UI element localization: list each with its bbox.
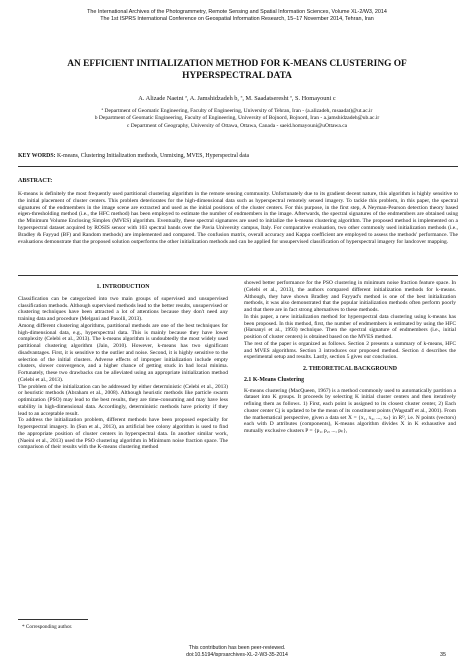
keywords (18, 153, 458, 159)
paragraph: The problem of the initialization can be addressed by either deterministic (Celebi et al., 2013) or heuristic methods (Abraham et al., 2008). Although heuristic methods like particle swarm optimization (PSO) may lead to the best results, they are time-consuming and may have less stability in high-dimensional data. Accordingly, deterministic methods have priority if they lead to an acceptable result. (18, 383, 228, 417)
divider-abstract (18, 275, 458, 276)
authors: A. Alizade Naeini ª, A. Jamshidzadeh b, ª, M. Saadatseresht ª, S. Homayouni c (138, 95, 336, 102)
paragraph: To address the initialization problem, different methods have been proposed especially for hyperspectral imagery. In (Sun et al., 2013), an artificial bee colony algorithm is used to find the appropriate position of cluster centers in hyperspectral data. In another similar work, (Naeini et al., 2013) used the PSO clustering algorithm in Minimum noise fraction space. The comparison of their results with the K-means clustering method (18, 417, 228, 451)
affiliation-c: c Department of Geography, University of Ottawa, Ottawa, Canada - saeid.homayouni@uOttawa.ca (126, 122, 348, 129)
paragraph: showed better performance for the PSO clustering in minimum noise fraction feature space. In (Celebi et al., 2013), the authors compared different initialization methods for k-means. Although, they have shown Bradley and Fayyad's method is one of the best initialization methods, it was also demonstrated that the popular initialization methods often perform poorly and that there are in fact strong alternatives to these methods. (244, 280, 456, 313)
keywords-text: K-means, Clustering Initialization methods, Unmixing, MVES, Hyperspectral data (56, 153, 250, 159)
footnote-divider (18, 619, 88, 620)
section-heading-introduction: 1. INTRODUCTION (96, 284, 150, 290)
paper-title: AN EFFICIENT INITIALIZATION METHOD FOR K-MEANS CLUSTERING OF HYPERSPECTRAL DATA (67, 59, 407, 81)
keywords-label: KEY WORDS: (18, 153, 56, 159)
running-header (0, 9, 474, 23)
section-heading-background: 2. THEORETICAL BACKGROUND (303, 366, 397, 372)
affiliation-a: ª Department of Geomatic Engineering, Faculty of Engineering, University of Tehran, Iran - (a.alizadeh, msaadat)@ut.ac.ir (101, 108, 373, 114)
affiliation-b: b Department of Geomatic Engineering, Faculty of Engineering, University of Bojnord, Bojnord, Iran - a.jamshidzadeh@ub.ac.ir (94, 115, 380, 122)
page-number: 35 (440, 652, 446, 658)
affiliations (30, 108, 444, 130)
abstract-heading: ABSTRACT: (18, 178, 53, 184)
header-line-2: The 1st ISPRS International Conference on Geospatial Information Research, 15–17 November 2014, Tehran, Iran (100, 16, 374, 22)
abstract-body: K-means is definitely the most frequently used partitional clustering algorithm in the remote sensing community. Unfortunately due to its gradient decent nature, this algorithm is highly sensitive to the initial placement of cluster centers. This problem deteriorates for the high-dimensional data such as hyperspectral remotely sensed imagery. To tackle this problem, in this paper, the spectral signatures of the endmembers in the image scene are extracted and used as the initial positions of the cluster centers. For this purpose, in the first step, A Neyman-Pearson detection theory based eigen-thresholding method (i.e., the HFC method) has been employed to estimate the number of endmembers in the image. Afterwards, the spectral signatures of the endmembers are obtained using the Minimum Volume Enclosing Simplex (MVES) algorithm. Eventually, these spectral signatures are used to initialize the k-means clustering algorithm. The proposed method is implemented on a hyperspectral dataset acquired by ROSIS sensor with 103 spectral bands over the Pavia University campus, Italy. For comparative evaluation, two other commonly used initialization methods (i.e., Bradley & Fayyad (BF) and Random methods) are implemented and compared. The confusion matrix, overall accuracy and Kappa coefficient are employed to assess the methods' performance. The evaluations demonstrate that the proposed solution outperforms the other initialization methods and can be applied for unsupervised classification of hyperspectral imagery for landcover mapping. (18, 191, 458, 245)
header-line-1: The International Archives of the Photogrammetry, Remote Sensing and Spatial Information Sciences, Volume XL-2/W3, 2014 (87, 9, 387, 15)
left-column (18, 284, 228, 451)
peer-review-note: This contribution has been peer-reviewed. (188, 645, 286, 651)
paragraph: The rest of the paper is organized as follows. Section 2 presents a summary of k-means, HFC and MVES algorithms. Section 3 introduces our proposed method. Section 4 describes the experimental setup and results. Lastly, section 5 gives our conclusion. (244, 340, 456, 361)
subsection-heading-kmeans: 2.1 K-Means Clustering (244, 376, 305, 383)
doi: doi:10.5194/isprsarchives-XL-2-W3-35-2014 (186, 651, 288, 658)
page-footer (0, 645, 474, 658)
right-column (244, 280, 456, 435)
paragraph: Among different clustering algorithms, partitional methods are one of the best techniques for high-dimensional data, e.g., hyperspectral data. This is mainly because they have lower complexity (Celebi et al., 2013). The k-means algorithm is undoubtedly the most widely used partitional clustering algorithm (Jain, 2010). However, k-means has two significant disadvantages. First, it is sensitive to the outlier and noise. Second, it is highly sensitive to the selection of the initial clusters. Adverse effects of improper initialization include empty clusters, slower convergence, and a higher chance of getting stuck in bad local minima. Fortunately, these two drawbacks can be alleviated using an appropriate initialization method (Celebi et al., 2013). (18, 322, 228, 383)
paragraph: In this paper, a new initialization method for hyperspectral data clustering using k-means has been proposed. In this method, first, the number of endmembers is estimated by using the HFC (Harsanyi et al., 1993) technique. Then the spectral signature of endmembers (i.e., initial position of cluster centers) is obtained based on the MVES method. (244, 313, 456, 340)
paragraph: K-means clustering (MacQueen, 1967) is a method commonly used to automatically partition a dataset into K groups. It proceeds by selecting K initial cluster centers and then iteratively refining them as follows. 1) First, each point is assigned to its closest cluster center, 2) Each cluster center Cj is updated to be the mean of its constituent points (Wagstaff et al., 2001). From the mathematical perspective, given a data set X = {x₁, x₂, ..., xₙ} in Rᴰ, i.e. N points (vectors) each with D attributes (components), K-means algorithm divides X in K exhaustive and mutually exclusive clusters P = {p₁, p₂, ..., pₖ}, (244, 387, 456, 434)
footnote: * Corresponding author. (22, 624, 73, 630)
paragraph: Classification can be categorized into two main groups of supervised and unsupervised classification methods. Although supervised methods lead to the better results, unsupervised or clustering techniques have been attracted a lot of attentions because they don't need any training data and procedure (Melgani and Pasolli, 2013). (18, 295, 228, 322)
divider-top (18, 166, 458, 167)
